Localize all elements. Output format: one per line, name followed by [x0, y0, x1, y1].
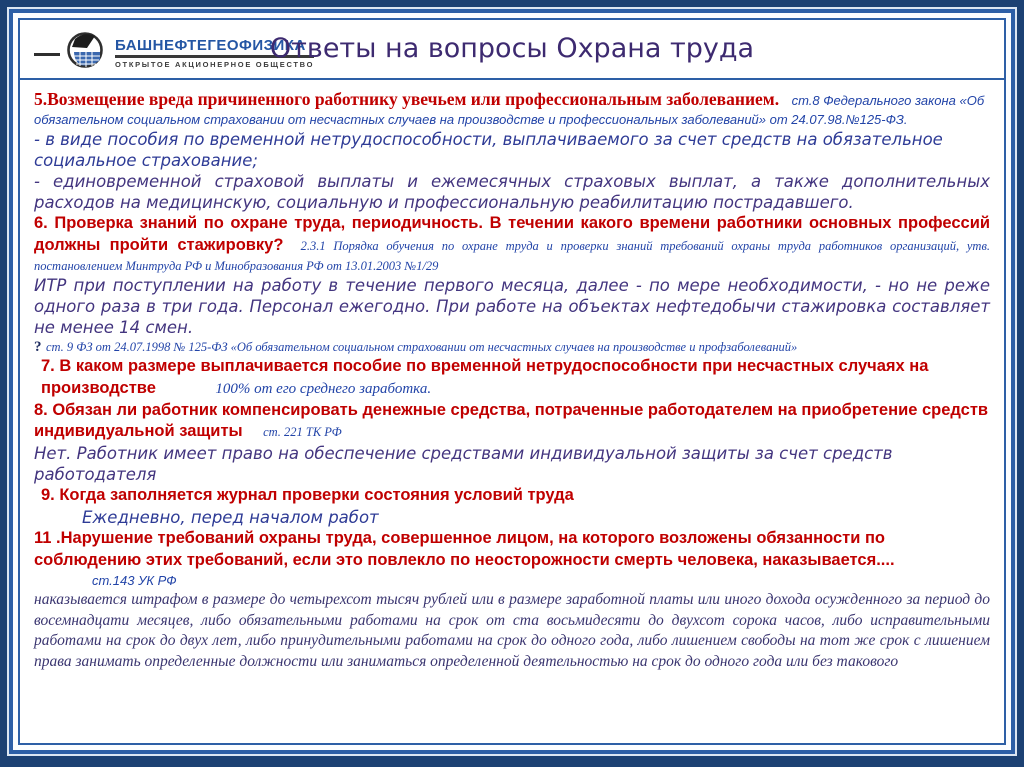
slide-inner-frame — [18, 18, 1006, 745]
answer-8: Нет. Работник имеет право на обеспечение средствами индивидуальной защиты за счет средств работодателя — [34, 444, 893, 485]
slide-border-gap — [7, 7, 1017, 756]
slide-body — [20, 80, 1004, 743]
answer-5-part1: - в виде пособия по временной нетрудоспособности, выплачиваемого за счет средств на обязательное социальное страхование; — [34, 129, 943, 170]
answer-11: наказывается штрафом в размере до четырехсот тысяч рублей или в размере заработной платы или иного дохода осужденного за период до восемнадцати месяцев, либо обязательными работами на срок от ста восьмидесяти до двухсот сорока часов, либо исправительными работами на срок до двух лет, либо принудительными работами на срок до одного года, либо лишением свободы на тот же срок с лишением права занимать определенные должности или заниматься определенной деятельностью на срок до одного года или без такового — [34, 590, 990, 671]
answer-7: 100% от его среднего заработка. — [215, 380, 432, 397]
question-5 — [34, 88, 990, 129]
question-6-reference: 2.3.1 Порядка обучения по охране труда и проверки знаний требований охраны труда работников организаций, утв. постановлением Минтруда РФ и Минобразования РФ от 13.01.2003 №1/29 — [34, 238, 990, 273]
question-9: 9. Когда заполняется журнал проверки состояния условий труда — [41, 486, 574, 505]
question-6 — [34, 213, 990, 275]
question-5-text: 5.Возмещение вреда причиненного работнику увечьем или профессиональным заболеванием. — [34, 89, 780, 109]
answer-5-part2: - единовременной страховой выплаты и ежемесячных страховых выплат, а также дополнительных расходов на медицинскую, социальную и профессиональную реабилитацию пострадавшего. — [34, 171, 990, 213]
question-11-text: 11 .Нарушение требований охраны труда, совершенное лицом, на которого возложены обязанности по соблюдению этих требований, если это повлекло по неосторожности смерть человека, наказывается.... — [34, 529, 895, 569]
company-subtitle: ОТКРЫТОЕ АКЦИОНЕРНОЕ ОБЩЕСТВО — [115, 59, 315, 69]
slide-title: Ответы на вопросы Охрана труда — [269, 33, 755, 64]
answer-6: ИТР при поступлении на работу в течение первого месяца, далее - по мере необходимости, - но не реже одного раза в три года. Персонал ежегодно. При работе на объектах нефтедобычи стажировка составляет не менее 14 смен. — [34, 275, 990, 337]
question-7-text: 7. В каком размере выплачивается пособие по временной нетрудоспособности при несчастных случаях на производстве — [41, 357, 929, 397]
question-8-reference: ст. 221 ТК РФ — [263, 425, 342, 440]
question-8 — [34, 400, 990, 444]
question-8-text: 8. Обязан ли работник компенсировать денежные средства, потраченные работодателем на приобретение средств индивидуальной защиты — [34, 400, 989, 441]
reference-7-line — [34, 338, 990, 356]
reference-7-text: ст. 9 ФЗ от 24.07.1998 № 125-ФЗ «Об обязательном социальном страховании от несчастных случаев на производстве и профзаболеваний» — [45, 340, 798, 355]
slide-outer-frame — [9, 9, 1015, 754]
answer-9: Ежедневно, перед началом работ — [82, 508, 379, 528]
question-11 — [34, 528, 990, 590]
slide-header — [20, 20, 1004, 80]
question-11-reference: ст.143 УК РФ — [92, 572, 177, 588]
company-name: БАШНЕФТЕГЕОФИЗИКА — [115, 37, 314, 58]
question-6-text: 6. Проверка знаний по охране труда, периодичность. В течении какого времени работники основных профессий должны пройти стажировку? — [34, 214, 990, 254]
question-mark: ? — [34, 339, 42, 356]
question-7 — [34, 356, 990, 400]
question-5-reference: ст.8 Федерального закона «Об обязательном социальном страховании от несчастных случаев на производстве и профессиональных заболеваний» от 24.07.98.№125-ФЗ. — [34, 93, 985, 127]
